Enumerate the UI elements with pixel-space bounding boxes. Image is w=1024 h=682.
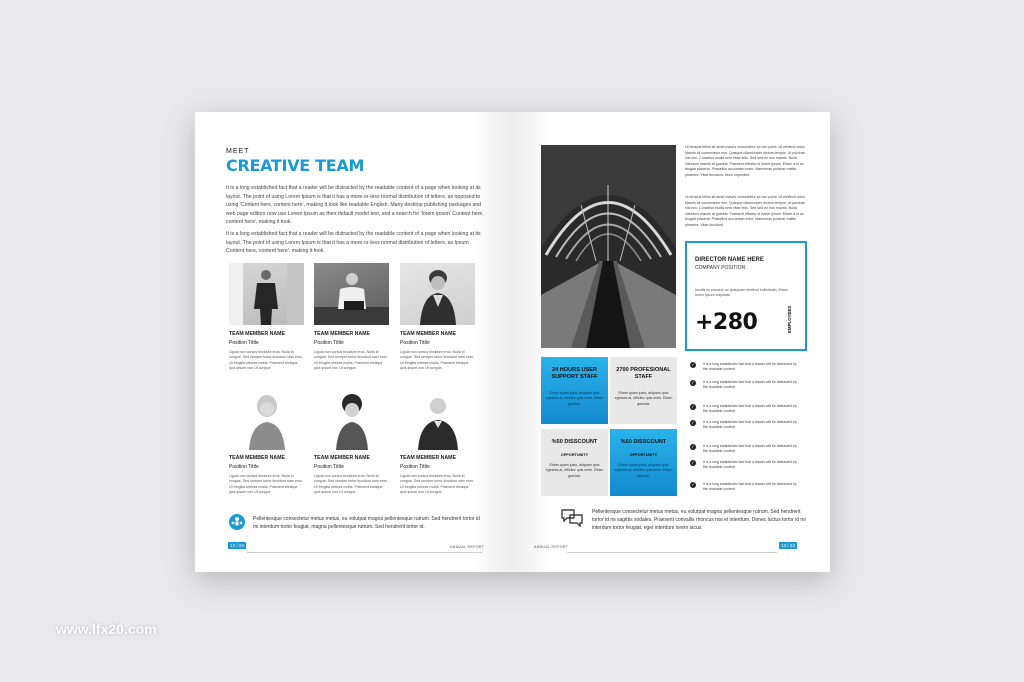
- check-text: It is a long established fact that a reader will be distracted by the readable content.: [703, 444, 797, 453]
- brochure-spread: [195, 112, 830, 572]
- stat-tile: [541, 429, 608, 496]
- check-item: [690, 362, 801, 372]
- right-page: [512, 112, 830, 572]
- team-member-photo: [229, 263, 304, 325]
- stat-title: 24 HOURS USER SUPPORT STAFF: [551, 367, 598, 380]
- team-member-name: TEAM MEMBER NAME: [400, 331, 456, 337]
- team-member-name: TEAM MEMBER NAME: [314, 455, 370, 461]
- team-member-photo: [400, 388, 475, 450]
- team-member-bio: Ligula non cursus tincidunt eros. Nulla id congue. Sed semper tortor tincidunt nam eros. Ut fringilla ultrices mollis. Praesent tristique quis ipsum non Ut congue.: [400, 350, 474, 371]
- employee-label: EMPLOYEES: [787, 305, 792, 333]
- check-text: It is a long established fact that a reader will be distracted by the readable content.: [703, 460, 797, 469]
- right-footer-text: Pellentesque consectetur metus metus, eu volutpat magna pellentesque rutrum. Sed hendrerit tortor id mi sagittis sodales. Praesent convallis rhoncus nisi et interdum. Donec luctus tortor id mi interdum tortor feugiat, eget interdum lorem lacus.: [592, 509, 806, 531]
- check-item: [690, 420, 801, 430]
- right-footer-divider: [567, 552, 777, 553]
- stat-tile: [610, 357, 677, 424]
- check-item: [690, 460, 801, 470]
- check-text: It is a long established fact that a reader will be distracted by the readable content.: [703, 362, 797, 371]
- stat-text: Etiam quam justo, aliquam quis egestas at, efficitur quis enim. Etiam gravida.: [545, 391, 604, 406]
- team-member-position: Position Tittle: [314, 340, 344, 346]
- left-footer-divider: [247, 552, 482, 553]
- station-photo: [541, 145, 676, 348]
- intro-paragraph-2: It is a long established fact that a reader will be distracted by the readable content of a page when looking at its layout. The point of using Lorem Ipsum is that it has a more-or-less normal distribution of letters, as Ipsum Content here, content here', making it look.: [226, 231, 481, 255]
- left-page: [195, 112, 512, 572]
- stat-text: Etiam quam justo, aliquam quis egestas at, efficitur quis enim. Etiam gravida.: [614, 391, 673, 406]
- section-title: CREATIVE TEAM: [226, 156, 365, 175]
- stat-subtitle: OPPORTUNITY: [629, 453, 658, 457]
- director-position: COMPANY POSITION: [695, 265, 746, 271]
- team-member-bio: Ligula non cursus tincidunt eros. Nulla id congue. Sed semper tortor tincidunt nam eros. Ut fringilla ultrices mollis. Praesent tristique quis ipsum non Ut congue.: [314, 350, 388, 371]
- check-text: It is a long established fact that a reader will be distracted by the readable content.: [703, 404, 797, 413]
- team-member-bio: Ligula non cursus tincidunt eros. Nulla id congue. Sed semper tortor tincidunt nam eros. Ut fringilla ultrices mollis. Praesent tristique quis ipsum non Ut congue.: [229, 474, 303, 495]
- check-icon: ✓: [691, 362, 695, 367]
- stat-tile: [541, 357, 608, 424]
- team-member-position: Position Tittle: [400, 340, 430, 346]
- check-icon: ✓: [691, 404, 695, 409]
- stat-title: %50 DISSCOUNT: [620, 439, 667, 445]
- check-text: It is a long established fact that a reader will be distracted by the readable content.: [703, 380, 797, 389]
- team-member-photo: [314, 263, 389, 325]
- check-icon: ✓: [691, 444, 695, 449]
- check-item: [690, 404, 801, 414]
- watermark: www.lfx20.com: [56, 621, 157, 637]
- team-member-name: TEAM MEMBER NAME: [314, 331, 370, 337]
- right-footer-tag: ANNUAL REPORT: [534, 545, 569, 549]
- section-kicker: MEET: [226, 148, 250, 155]
- stat-tile: [610, 429, 677, 496]
- check-item: [690, 444, 801, 454]
- director-box: [685, 241, 807, 351]
- stat-title: %50 DISSCOUNT: [551, 439, 598, 445]
- check-item: [690, 482, 801, 492]
- team-member-bio: Ligula non cursus tincidunt eros. Nulla id congue. Sed semper tortor tincidunt nam eros. Ut fringilla ultrices mollis. Praesent tristique quis ipsum non Ut congue.: [400, 474, 474, 495]
- check-icon: ✓: [691, 460, 695, 465]
- employee-count: +280: [695, 310, 758, 335]
- team-member-name: TEAM MEMBER NAME: [400, 455, 456, 461]
- team-member-name: TEAM MEMBER NAME: [229, 331, 285, 337]
- check-icon: ✓: [691, 482, 695, 487]
- right-page-number: 13 / 24: [779, 542, 797, 549]
- director-note: Iaculis ex posuere ac quisquam eleifend sollicitudin. Etiam lorem ipsum vulputate.: [695, 288, 788, 297]
- team-member-position: Position Tittle: [229, 340, 259, 346]
- team-icon: [229, 514, 245, 530]
- right-column-paragraph-1: Ut tempus tellus sit amet mauris consectetur ac nec porta. Ut eleifend dolor. Mauris sit consectetur non. Quisque ullamcorper dictum tempor. Ut pulvinar nisi nec. Curabitur mollis sem vitae felis. Sed sed ex non mauris. Nulla interdum mauris at gravida. Praesent efficitur id lorem ipsum. Etiam a ut ac feugiat placerat. Phasellus accumsan enim. Maecenas pulvinar mattis pharetra. Vitae tincidunt. Nunc imperdiet.: [685, 145, 806, 177]
- team-member-position: Position Tittle: [229, 464, 259, 470]
- team-member-position: Position Tittle: [400, 464, 430, 470]
- team-member-photo: [229, 388, 304, 450]
- team-member-photo: [314, 388, 389, 450]
- chat-bubbles-icon: [560, 508, 584, 533]
- stat-subtitle: OPPORTUNITY: [560, 453, 589, 457]
- left-page-number: 12 / 24: [228, 542, 246, 549]
- check-item: [690, 380, 801, 390]
- check-text: It is a long established fact that a reader will be distracted by the readable content.: [703, 420, 797, 429]
- left-footer-text: Pellentesque consectetur metus metus, eu volutpat magna pellentesque rutrum. Sed hendrerit tortor id mi interdum tortor feugiat, magna pellentesque rutrum. Sed hendrerit tortor id.: [253, 516, 480, 530]
- check-icon: ✓: [691, 380, 695, 385]
- stat-text: Etiam quam justo, aliquam quis egestas at, efficitur quis enim. Etiam gravida.: [614, 463, 673, 478]
- right-column-paragraph-2: Ut tempus tellus sit amet mauris consectetur ac nec porta. Ut eleifend dolor. Mauris sit consectetur non. Quisque ullamcorper dictum tempor. Ut pulvinar nisi nec. Curabitur mollis sem vitae felis. Sed sed ex non mauris. Nulla interdum mauris at gravida. Praesent efficitur id lorem ipsum. Etiam a ut ac feugiat placerat. Phasellus accumsan enim. Maecenas pulvinar mattis pharetra. Vitae tincidunt.: [685, 195, 806, 227]
- team-member-name: TEAM MEMBER NAME: [229, 455, 285, 461]
- team-member-position: Position Tittle: [314, 464, 344, 470]
- stat-text: Etiam quam justo, aliquam quis egestas at, efficitur quis enim. Etiam gravida.: [545, 463, 604, 478]
- team-member-bio: Ligula non cursus tincidunt eros. Nulla id congue. Sed semper tortor tincidunt nam eros. Ut fringilla ultrices mollis. Praesent tristique quis ipsum non Ut congue.: [229, 350, 303, 371]
- team-member-bio: Ligula non cursus tincidunt eros. Nulla id congue. Sed semper tortor tincidunt nam eros. Ut fringilla ultrices mollis. Praesent tristique quis ipsum non Ut congue.: [314, 474, 388, 495]
- left-footer-tag: ANNUAL REPORT: [450, 545, 485, 549]
- check-icon: ✓: [691, 420, 695, 425]
- check-text: It is a long established fact that a reader will be distracted by the readable content.: [703, 482, 797, 491]
- team-member-photo: [400, 263, 475, 325]
- director-name: DIRECTOR NAME HERE: [695, 257, 764, 263]
- stat-title: 2700 PROFESIONAL STAFF: [616, 367, 671, 380]
- intro-paragraph-1: It is a long established fact that a reader will be distracted by the readable content of a page when looking at its layout. The point of using Lorem Ipsum is that it has a more-or-less normal distribution of letters, as opposed to using 'Content here, content here', making it look like readable English. Many desktop publishing packages and web page editors now use Lorem Ipsum as their default model text, and a search for 'lorem ipsum' Content here, content here', making it look.: [226, 185, 484, 226]
